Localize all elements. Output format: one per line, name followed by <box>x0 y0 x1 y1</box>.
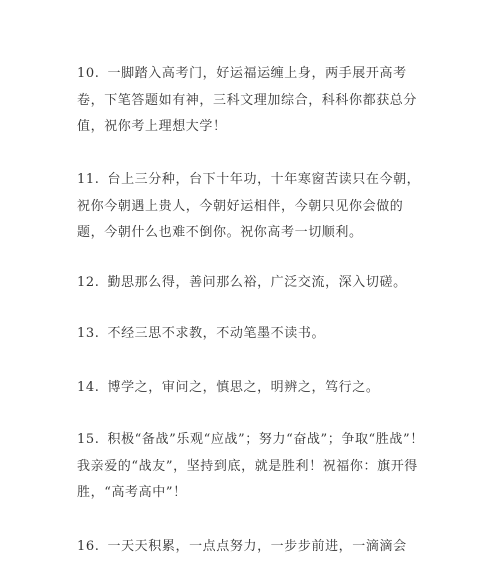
paragraph-text: 一脚踏入高考门，好运福运缠上身，两手展开高考卷，下笔答题如有神，三科文理加综合，科科你都获总分值，祝你考上理想大学！ <box>77 66 418 134</box>
paragraph-16 <box>77 534 429 561</box>
paragraph-13 <box>77 321 429 348</box>
paragraph-text: 积极“备战”乐观“应战”；努力“奋战”；争取“胜战”！我亲爱的“战友”，坚持到底，就是胜利！祝福你：旗开得胜，“高考高中”！ <box>77 432 424 500</box>
paragraph-number: 16. <box>77 539 100 554</box>
paragraph-11 <box>77 167 429 247</box>
paragraph-15 <box>77 427 429 507</box>
paragraph-10 <box>77 61 429 141</box>
paragraph-text: 一天天积累，一点点努力，一步步前进，一滴滴会 <box>107 539 407 554</box>
paragraph-text: 勤思那么得，善问那么裕，广泛交流，深入切磋。 <box>107 275 407 290</box>
paragraph-number: 15. <box>77 432 100 447</box>
paragraph-text: 台上三分种，台下十年功，十年寒窗苦读只在今朝，祝你今朝遇上贵人，今朝好运相伴，今朝只见你会做的题，今朝什么也难不倒你。祝你高考一切顺利。 <box>77 172 421 240</box>
paragraph-number: 14. <box>77 380 100 395</box>
paragraph-text: 博学之，审问之，慎思之，明辨之，笃行之。 <box>107 380 380 395</box>
paragraph-12 <box>77 270 429 297</box>
paragraph-number: 12. <box>77 275 100 290</box>
paragraph-text: 不经三思不求教，不动笔墨不读书。 <box>107 326 326 341</box>
paragraph-number: 10. <box>77 66 100 81</box>
paragraph-number: 11. <box>77 172 100 187</box>
paragraph-14 <box>77 375 429 402</box>
paragraph-number: 13. <box>77 326 100 341</box>
